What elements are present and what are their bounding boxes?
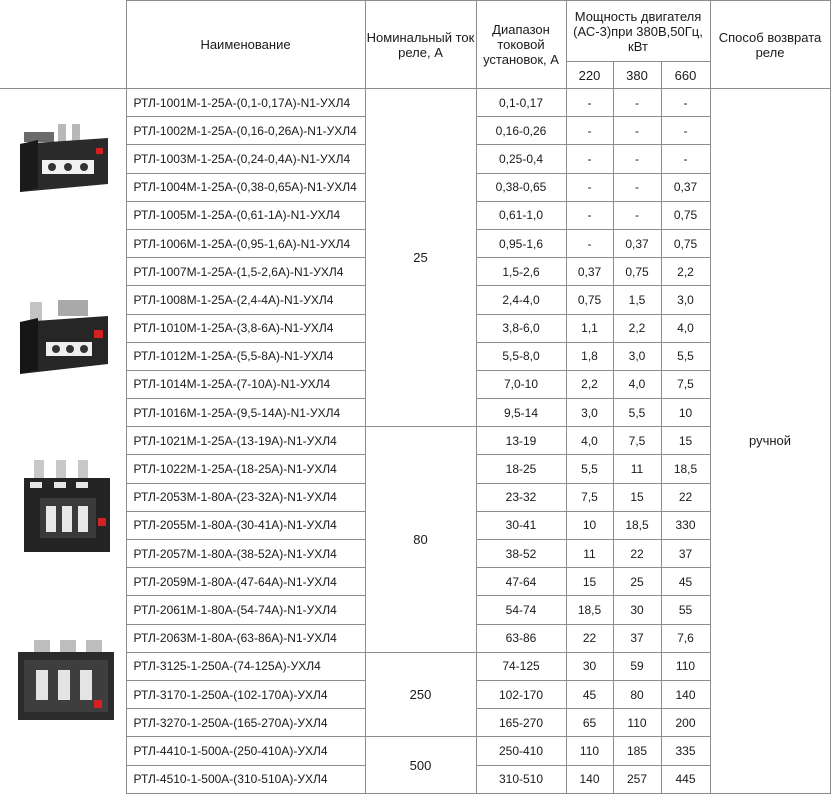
cell-power-660: 55	[661, 596, 710, 624]
cell-power-660: 200	[661, 709, 710, 737]
cell-power-380: 18,5	[613, 511, 661, 539]
cell-power-660: 15	[661, 427, 710, 455]
cell-name: РТЛ-1007М-1-25А-(1,5-2,6А)-N1-УХЛ4	[126, 258, 365, 286]
cell-range: 165-270	[476, 709, 566, 737]
cell-power-660: 330	[661, 511, 710, 539]
cell-range: 7,0-10	[476, 370, 566, 398]
cell-range: 0,25-0,4	[476, 145, 566, 173]
cell-name: РТЛ-1004М-1-25А-(0,38-0,65А)-N1-УХЛ4	[126, 173, 365, 201]
cell-name: РТЛ-3270-1-250А-(165-270А)-УХЛ4	[126, 709, 365, 737]
cell-power-220: 15	[566, 568, 613, 596]
cell-power-380: 25	[613, 568, 661, 596]
cell-range: 74-125	[476, 652, 566, 680]
cell-power-660: 7,5	[661, 370, 710, 398]
cell-name: РТЛ-2055М-1-80А-(30-41А)-N1-УХЛ4	[126, 511, 365, 539]
cell-range: 102-170	[476, 680, 566, 708]
cell-power-220: -	[566, 145, 613, 173]
cell-power-660: 22	[661, 483, 710, 511]
cell-power-660: 7,6	[661, 624, 710, 652]
cell-name: РТЛ-1022М-1-25А-(18-25А)-N1-УХЛ4	[126, 455, 365, 483]
cell-power-220: 10	[566, 511, 613, 539]
cell-power-220: 18,5	[566, 596, 613, 624]
cell-power-380: 110	[613, 709, 661, 737]
cell-name: РТЛ-3125-1-250А-(74-125А)-УХЛ4	[126, 652, 365, 680]
cell-power-380: 0,37	[613, 229, 661, 257]
cell-name: РТЛ-4410-1-500А-(250-410А)-УХЛ4	[126, 737, 365, 765]
cell-power-220: 45	[566, 680, 613, 708]
cell-power-660: 2,2	[661, 258, 710, 286]
cell-range: 2,4-4,0	[476, 286, 566, 314]
cell-range: 30-41	[476, 511, 566, 539]
cell-power-660: 445	[661, 765, 710, 793]
cell-range: 13-19	[476, 427, 566, 455]
header-power: Мощность двигателя (АС-3)при 380В,50Гц, кВт	[566, 1, 710, 62]
cell-range: 63-86	[476, 624, 566, 652]
cell-power-380: 37	[613, 624, 661, 652]
cell-nominal-current: 250	[365, 652, 476, 737]
relay-medium-icon	[16, 296, 112, 380]
cell-range: 18-25	[476, 455, 566, 483]
cell-power-380: 59	[613, 652, 661, 680]
cell-nominal-current: 500	[365, 737, 476, 793]
cell-power-660: 4,0	[661, 314, 710, 342]
cell-power-380: 1,5	[613, 286, 661, 314]
cell-power-220: 0,75	[566, 286, 613, 314]
header-nominal-current: Номинальный ток реле, А	[365, 1, 476, 89]
cell-power-220: -	[566, 89, 613, 117]
cell-name: РТЛ-1005М-1-25А-(0,61-1А)-N1-УХЛ4	[126, 201, 365, 229]
cell-power-380: -	[613, 201, 661, 229]
cell-name: РТЛ-2053М-1-80А-(23-32А)-N1-УХЛ4	[126, 483, 365, 511]
relay-80a-icon	[16, 458, 116, 558]
cell-power-660: -	[661, 89, 710, 117]
cell-name: РТЛ-1001М-1-25А-(0,1-0,17А)-N1-УХЛ4	[126, 89, 365, 117]
cell-power-380: 80	[613, 680, 661, 708]
cell-power-380: -	[613, 89, 661, 117]
cell-power-220: 2,2	[566, 370, 613, 398]
cell-name: РТЛ-1003М-1-25А-(0,24-0,4А)-N1-УХЛ4	[126, 145, 365, 173]
cell-power-660: 140	[661, 680, 710, 708]
cell-power-380: 15	[613, 483, 661, 511]
cell-power-660: 335	[661, 737, 710, 765]
cell-range: 0,61-1,0	[476, 201, 566, 229]
relay-250a-icon	[14, 638, 118, 724]
cell-nominal-current: 80	[365, 427, 476, 653]
cell-power-220: 7,5	[566, 483, 613, 511]
cell-power-220: -	[566, 201, 613, 229]
header-reset: Способ возврата реле	[710, 1, 830, 89]
cell-power-220: 11	[566, 540, 613, 568]
cell-name: РТЛ-1010М-1-25А-(3,8-6А)-N1-УХЛ4	[126, 314, 365, 342]
cell-range: 0,95-1,6	[476, 229, 566, 257]
cell-name: РТЛ-1016М-1-25А-(9,5-14А)-N1-УХЛ4	[126, 399, 365, 427]
cell-range: 310-510	[476, 765, 566, 793]
cell-power-220: 5,5	[566, 455, 613, 483]
cell-power-660: 45	[661, 568, 710, 596]
cell-power-660: 5,5	[661, 342, 710, 370]
cell-name: РТЛ-1008М-1-25А-(2,4-4А)-N1-УХЛ4	[126, 286, 365, 314]
cell-power-660: 3,0	[661, 286, 710, 314]
cell-range: 0,16-0,26	[476, 117, 566, 145]
cell-name: РТЛ-1012М-1-25А-(5,5-8А)-N1-УХЛ4	[126, 342, 365, 370]
cell-range: 23-32	[476, 483, 566, 511]
cell-name: РТЛ-1014М-1-25А-(7-10А)-N1-УХЛ4	[126, 370, 365, 398]
cell-range: 3,8-6,0	[476, 314, 566, 342]
cell-range: 5,5-8,0	[476, 342, 566, 370]
cell-power-380: 4,0	[613, 370, 661, 398]
cell-power-220: 1,8	[566, 342, 613, 370]
cell-range: 54-74	[476, 596, 566, 624]
header-range: Диапазон токовой установок, А	[476, 1, 566, 89]
relay-small-icon	[16, 122, 112, 200]
cell-power-220: -	[566, 173, 613, 201]
cell-name: РТЛ-2061М-1-80А-(54-74А)-N1-УХЛ4	[126, 596, 365, 624]
cell-name: РТЛ-2063М-1-80А-(63-86А)-N1-УХЛ4	[126, 624, 365, 652]
cell-power-380: 2,2	[613, 314, 661, 342]
cell-name: РТЛ-2059М-1-80А-(47-64А)-N1-УХЛ4	[126, 568, 365, 596]
header-name: Наименование	[126, 1, 365, 89]
cell-name: РТЛ-2057М-1-80А-(38-52А)-N1-УХЛ4	[126, 540, 365, 568]
cell-power-220: -	[566, 229, 613, 257]
cell-reset-method: ручной	[710, 89, 830, 794]
cell-power-220: 140	[566, 765, 613, 793]
cell-range: 0,1-0,17	[476, 89, 566, 117]
table-row	[0, 89, 830, 117]
cell-power-660: 0,75	[661, 201, 710, 229]
cell-power-380: 7,5	[613, 427, 661, 455]
cell-power-380: 257	[613, 765, 661, 793]
cell-power-380: 185	[613, 737, 661, 765]
header-220: 220	[566, 62, 613, 89]
cell-power-660: 37	[661, 540, 710, 568]
cell-power-660: 18,5	[661, 455, 710, 483]
cell-power-220: -	[566, 117, 613, 145]
cell-name: РТЛ-1002М-1-25А-(0,16-0,26А)-N1-УХЛ4	[126, 117, 365, 145]
cell-power-380: 0,75	[613, 258, 661, 286]
cell-range: 38-52	[476, 540, 566, 568]
header-660: 660	[661, 62, 710, 89]
cell-nominal-current: 25	[365, 89, 476, 427]
cell-power-380: 11	[613, 455, 661, 483]
header-380: 380	[613, 62, 661, 89]
cell-range: 250-410	[476, 737, 566, 765]
cell-range: 1,5-2,6	[476, 258, 566, 286]
cell-range: 9,5-14	[476, 399, 566, 427]
cell-name: РТЛ-3170-1-250А-(102-170А)-УХЛ4	[126, 680, 365, 708]
cell-power-220: 22	[566, 624, 613, 652]
cell-power-220: 30	[566, 652, 613, 680]
header-image-cell	[0, 1, 126, 89]
cell-range: 47-64	[476, 568, 566, 596]
cell-power-380: 5,5	[613, 399, 661, 427]
cell-power-220: 110	[566, 737, 613, 765]
cell-power-220: 4,0	[566, 427, 613, 455]
cell-power-660: 0,75	[661, 229, 710, 257]
cell-power-660: -	[661, 145, 710, 173]
cell-power-220: 65	[566, 709, 613, 737]
cell-power-660: -	[661, 117, 710, 145]
cell-power-380: -	[613, 173, 661, 201]
cell-power-220: 1,1	[566, 314, 613, 342]
cell-power-660: 110	[661, 652, 710, 680]
cell-power-660: 10	[661, 399, 710, 427]
cell-power-380: 30	[613, 596, 661, 624]
cell-power-380: -	[613, 145, 661, 173]
cell-name: РТЛ-4510-1-500А-(310-510А)-УХЛ4	[126, 765, 365, 793]
cell-power-660: 0,37	[661, 173, 710, 201]
cell-power-380: 22	[613, 540, 661, 568]
cell-power-220: 0,37	[566, 258, 613, 286]
cell-power-380: 3,0	[613, 342, 661, 370]
cell-range: 0,38-0,65	[476, 173, 566, 201]
cell-name: РТЛ-1006М-1-25А-(0,95-1,6А)-N1-УХЛ4	[126, 229, 365, 257]
cell-power-380: -	[613, 117, 661, 145]
cell-name: РТЛ-1021М-1-25А-(13-19А)-N1-УХЛ4	[126, 427, 365, 455]
cell-power-220: 3,0	[566, 399, 613, 427]
